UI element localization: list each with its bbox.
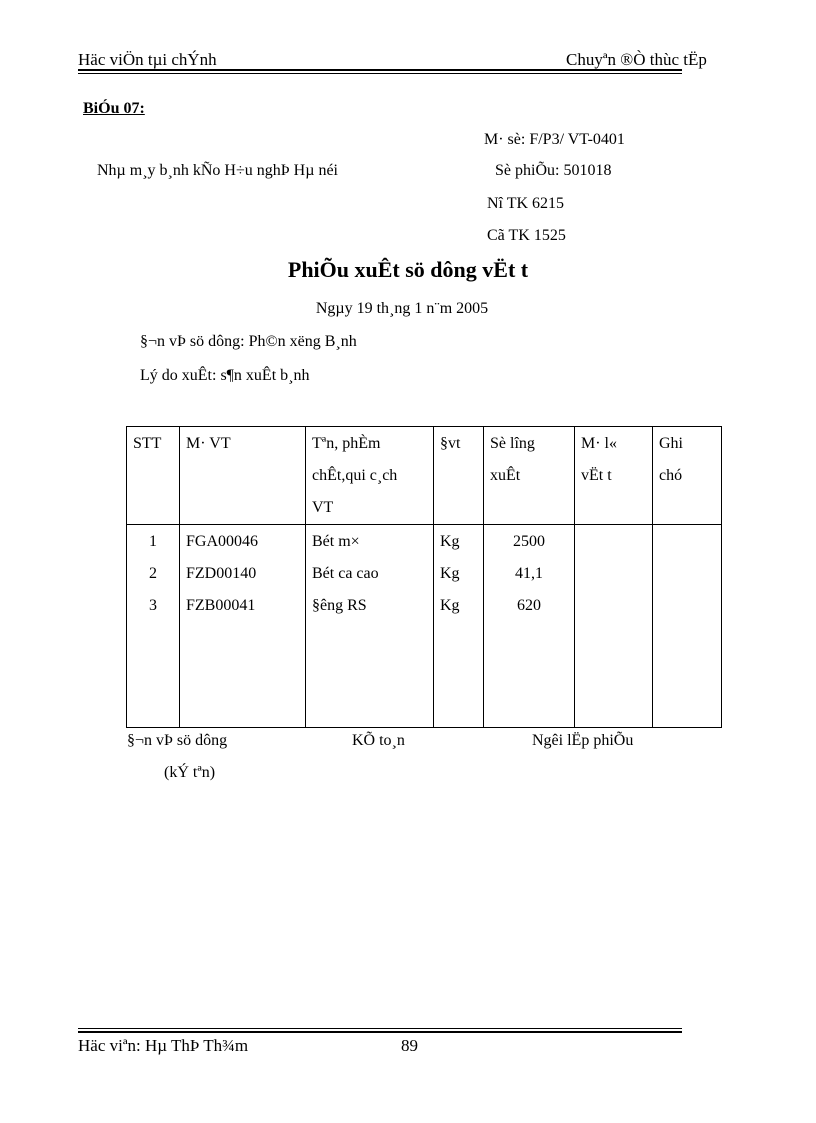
footer-rule-thin — [78, 1028, 682, 1029]
document-date: Ngµy 19 th¸ng 1 n¨m 2005 — [315, 300, 489, 317]
col-header-material-name: Tªn, phÈm chÊt,qui c¸ch VT — [306, 427, 434, 525]
table-row — [127, 525, 722, 728]
header-topic: Chuyªn ®Ò thùc tËp — [566, 50, 707, 69]
row-stt-cell: 1 2 3 — [127, 525, 180, 728]
form-label: BiÓu 07: — [83, 100, 145, 117]
header-school: Häc viÖn tµi chÝnh — [78, 50, 217, 69]
row-note-cell — [653, 525, 722, 728]
header-rule — [78, 69, 682, 71]
col-header-quantity: Sè lîng xuÊt — [484, 427, 575, 525]
col-header-note: Ghi chó — [653, 427, 722, 525]
col-header-stt: STT — [127, 427, 180, 525]
document-title: PhiÕu xuÊt sö dông vËt t — [287, 257, 529, 282]
header-rule-thin — [78, 73, 682, 74]
row-quantity-cell: 2500 41,1 620 — [484, 525, 575, 728]
company-name: Nhµ m¸y b¸nh kÑo H÷u nghÞ Hµ néi — [97, 162, 338, 179]
row-unit-cell: Kg Kg Kg — [434, 525, 484, 728]
materials-table — [126, 426, 722, 728]
col-header-material-code: M· VT — [180, 427, 306, 525]
using-unit: §¬n vÞ sö dông: Ph©n xëng B¸nh — [140, 333, 357, 350]
row-code-cell: FGA00046 FZD00140 FZB00041 — [180, 525, 306, 728]
col-header-lot-code: M· l« vËt t — [575, 427, 653, 525]
issue-reason: Lý do xuÊt: s¶n xuÊt b¸nh — [140, 367, 310, 384]
debit-account: Nî TK 6215 — [487, 195, 565, 212]
credit-account: Cã TK 1525 — [487, 227, 566, 244]
row-name-cell: Bét m× Bét ca cao §êng RS — [306, 525, 434, 728]
voucher-number: Sè phiÕu: 501018 — [495, 162, 612, 179]
signature-using-unit: §¬n vÞ sö dông — [127, 732, 228, 749]
footer-student: Häc viªn: Hµ ThÞ Th¾m — [78, 1036, 249, 1055]
footer-rule — [78, 1031, 682, 1033]
signature-preparer: Ngêi lËp phiÕu — [532, 732, 634, 749]
page-number: 89 — [401, 1036, 418, 1055]
table-header-row — [127, 427, 722, 525]
signature-accountant: KÕ to¸n — [352, 732, 405, 749]
form-code: M· sè: F/P3/ VT-0401 — [484, 131, 625, 148]
row-lot-cell — [575, 525, 653, 728]
signature-sign-note: (kÝ tªn) — [164, 764, 216, 781]
col-header-unit: §vt — [434, 427, 484, 525]
